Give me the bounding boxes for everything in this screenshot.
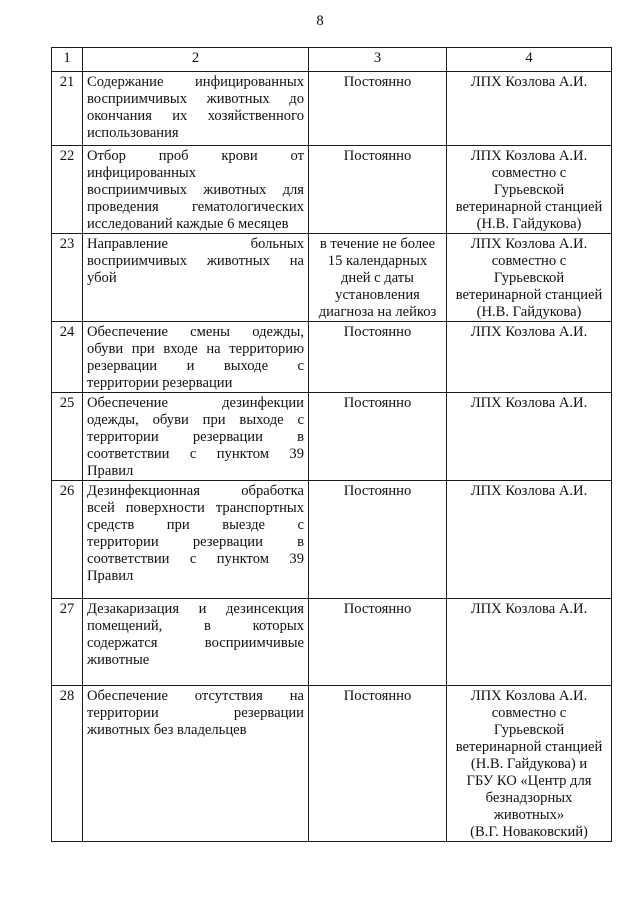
task-line: Правил	[87, 568, 134, 584]
responsible-cell	[447, 481, 612, 599]
row-number: 24	[52, 322, 83, 393]
task-line: помещений, в которых	[87, 618, 304, 634]
task-line: исследований каждые 6 месяцев	[87, 216, 289, 232]
deadline-cell	[309, 481, 447, 599]
responsible-line: (Н.В. Гайдукова)	[476, 216, 582, 232]
task-line: восприимчивых животных для	[87, 182, 304, 198]
responsible-cell	[447, 599, 612, 686]
table-row	[52, 481, 612, 599]
table-row	[52, 599, 612, 686]
deadline-line: Постоянно	[343, 601, 412, 617]
header-cell-1: 1	[52, 48, 83, 72]
responsible-cell	[447, 322, 612, 393]
deadline-line: диагноза на лейкоз	[318, 304, 437, 320]
responsible-line: (В.Г. Новаковский)	[470, 824, 588, 840]
deadline-line: 15 календарных	[327, 253, 428, 269]
responsible-line: ЛПХ Козлова А.И.	[470, 236, 588, 252]
table-row	[52, 686, 612, 842]
responsible-line: ЛПХ Козлова А.И.	[470, 688, 588, 704]
task-line: убой	[87, 270, 117, 286]
page-number: 8	[316, 13, 324, 29]
deadline-line: Постоянно	[343, 74, 412, 90]
task-line: восприимчивых животных до	[87, 91, 304, 107]
responsible-line: совместно с	[491, 705, 567, 721]
table-row	[52, 72, 612, 146]
task-line: Направление больных	[87, 236, 304, 252]
task-line: одежды, обуви при выходе с	[87, 412, 304, 428]
responsible-line: ветеринарной станцией	[455, 287, 603, 303]
task-line: Дезинфекционная обработка	[87, 483, 304, 499]
task-line: животные	[87, 652, 150, 668]
row-number: 25	[52, 393, 83, 481]
task-line: территории резервации в	[87, 429, 304, 445]
task-cell	[83, 234, 309, 322]
deadline-line: установления	[335, 287, 420, 303]
responsible-line: ЛПХ Козлова А.И.	[470, 324, 588, 340]
task-line: всей поверхности транспортных	[87, 500, 304, 516]
task-line: Содержание инфицированных	[87, 74, 304, 90]
responsible-line: ветеринарной станцией	[455, 739, 603, 755]
deadline-line: Постоянно	[343, 324, 412, 340]
task-cell	[83, 481, 309, 599]
table-header-row	[52, 48, 612, 72]
task-line: территории резервации в	[87, 534, 304, 550]
deadline-line: Постоянно	[343, 148, 412, 164]
task-line: территории резервации	[87, 705, 304, 721]
responsible-cell	[447, 686, 612, 842]
task-cell	[83, 686, 309, 842]
responsible-line: совместно с	[491, 165, 567, 181]
task-line: средств при выезде с	[87, 517, 304, 533]
header-cell-4: 4	[447, 48, 612, 72]
responsible-line: безнадзорных	[485, 790, 573, 806]
table-row	[52, 322, 612, 393]
task-line: Отбор проб крови от	[87, 148, 304, 164]
header-cell-3: 3	[309, 48, 447, 72]
deadline-cell	[309, 686, 447, 842]
responsible-line: Гурьевской	[493, 270, 565, 286]
responsible-line: ветеринарной станцией	[455, 199, 603, 215]
responsible-cell	[447, 146, 612, 234]
task-line: Обеспечение отсутствия на	[87, 688, 304, 704]
row-number: 22	[52, 146, 83, 234]
deadline-line: Постоянно	[343, 688, 412, 704]
deadline-cell	[309, 322, 447, 393]
task-cell	[83, 393, 309, 481]
deadline-cell	[309, 234, 447, 322]
task-line: инфицированных	[87, 165, 196, 181]
task-line: Дезакаризация и дезинсекция	[87, 601, 304, 617]
task-cell	[83, 599, 309, 686]
responsible-line: ГБУ КО «Центр для	[466, 773, 592, 789]
task-line: соответствии с пунктом 39	[87, 446, 304, 462]
task-line: восприимчивых животных на	[87, 253, 304, 269]
deadline-cell	[309, 72, 447, 146]
deadline-line: дней с даты	[340, 270, 414, 286]
task-cell	[83, 72, 309, 146]
responsible-line: ЛПХ Козлова А.И.	[470, 74, 588, 90]
task-line: территории резервации	[87, 375, 233, 391]
task-line: Обеспечение дезинфекции	[87, 395, 304, 411]
responsible-line: животных»	[493, 807, 565, 823]
responsible-line: ЛПХ Козлова А.И.	[470, 395, 588, 411]
row-number: 28	[52, 686, 83, 842]
task-line: Правил	[87, 463, 134, 479]
task-line: обуви при входе на территорию	[87, 341, 304, 357]
row-number: 26	[52, 481, 83, 599]
responsible-line: ЛПХ Козлова А.И.	[470, 601, 588, 617]
deadline-cell	[309, 146, 447, 234]
responsible-cell	[447, 393, 612, 481]
deadline-line: в течение не более	[319, 236, 436, 252]
responsible-line: ЛПХ Козлова А.И.	[470, 483, 588, 499]
responsible-line: (Н.В. Гайдукова)	[476, 304, 582, 320]
responsible-line: (Н.В. Гайдукова) и	[470, 756, 588, 772]
deadline-cell	[309, 393, 447, 481]
responsible-cell	[447, 234, 612, 322]
task-cell	[83, 322, 309, 393]
measures-table	[51, 47, 612, 842]
task-cell	[83, 146, 309, 234]
task-line: Обеспечение смены одежды,	[87, 324, 304, 340]
deadline-line: Постоянно	[343, 483, 412, 499]
deadline-cell	[309, 599, 447, 686]
task-line: использования	[87, 125, 179, 141]
table-row	[52, 234, 612, 322]
header-cell-2: 2	[83, 48, 309, 72]
table-row	[52, 146, 612, 234]
row-number: 23	[52, 234, 83, 322]
responsible-cell	[447, 72, 612, 146]
task-line: резервации и выходе с	[87, 358, 304, 374]
task-line: животных без владельцев	[87, 722, 247, 738]
deadline-line: Постоянно	[343, 395, 412, 411]
responsible-line: Гурьевской	[493, 722, 565, 738]
responsible-line: совместно с	[491, 253, 567, 269]
task-line: окончания их хозяйственного	[87, 108, 304, 124]
responsible-line: ЛПХ Козлова А.И.	[470, 148, 588, 164]
task-line: содержатся восприимчивые	[87, 635, 304, 651]
task-line: проведения гематологических	[87, 199, 304, 215]
responsible-line: Гурьевской	[493, 182, 565, 198]
row-number: 21	[52, 72, 83, 146]
row-number: 27	[52, 599, 83, 686]
table-row	[52, 393, 612, 481]
task-line: соответствии с пунктом 39	[87, 551, 304, 567]
